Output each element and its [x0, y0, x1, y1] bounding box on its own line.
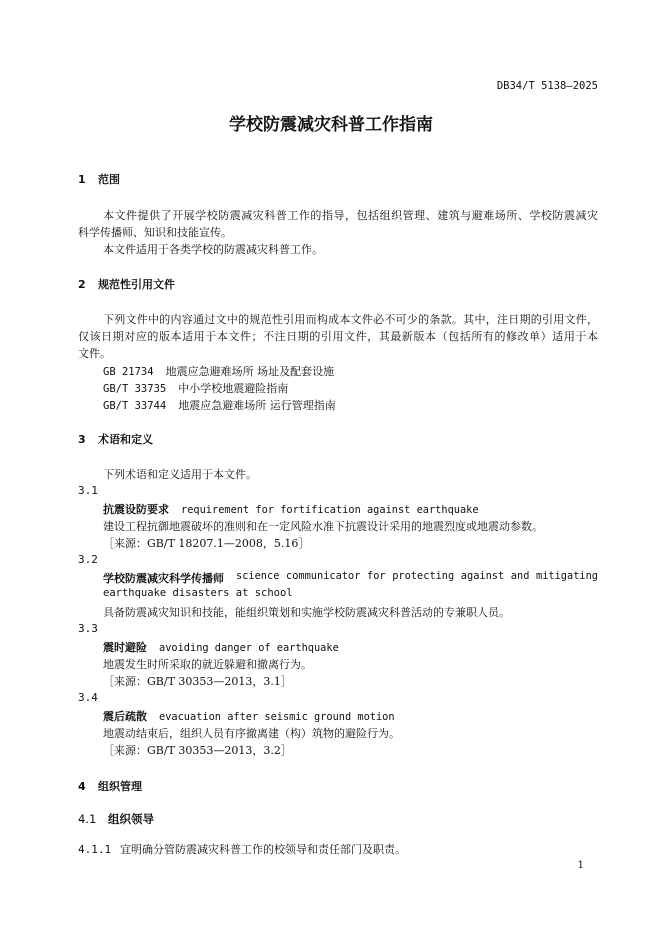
section-1-heading: [78, 171, 120, 187]
clause-number: 4.1.1: [78, 843, 112, 856]
reference-code: GB/T 33735: [103, 383, 167, 395]
term-en: avoiding danger of earthquake: [159, 642, 339, 654]
section-title: 组织管理: [98, 780, 142, 793]
section-number: 3: [78, 433, 86, 446]
section-1-paragraph-1-line-1: 本文件提供了开展学校防震减灾科普工作的指导，包括组织管理、建筑与避难场所、学校防震减灾: [103, 209, 598, 222]
reference-item: [103, 396, 336, 414]
reference-title: 地震应急避难场所 场址及配套设施: [165, 365, 335, 378]
reference-item: [103, 379, 288, 397]
term-number: 3.4: [78, 691, 98, 704]
reference-title: 中小学校地震避险指南: [178, 382, 289, 395]
term-definition: 地震发生时所采取的就近躲避和撤离行为。: [103, 658, 312, 671]
reference-item: [103, 362, 334, 380]
term-entry: [103, 639, 339, 655]
section-title: 规范性引用文件: [98, 278, 175, 291]
section-3-heading: [78, 431, 153, 447]
section-2-heading: [78, 276, 175, 292]
term-source: ［来源：GB/T 18207.1—2008，5.16］: [103, 537, 310, 550]
document-title: 学校防震减灾科普工作指南: [229, 115, 433, 135]
section-number: 1: [78, 173, 86, 186]
section-4-heading: [78, 778, 142, 794]
section-number: 2: [78, 278, 86, 291]
section-title: 范围: [98, 173, 120, 186]
term-zh: 震后疏散: [103, 710, 147, 723]
reference-code: GB 21734: [103, 366, 154, 378]
term-en: evacuation after seismic ground motion: [159, 711, 395, 723]
term-entry: [103, 570, 598, 586]
section-number: 4: [78, 780, 86, 793]
subsection-number: 4.1: [78, 812, 97, 826]
document-code: DB34/T 5138—2025: [496, 80, 598, 92]
term-number: 3.3: [78, 622, 98, 635]
section-title: 术语和定义: [98, 433, 153, 446]
term-zh: 震时避险: [103, 641, 147, 654]
term-number: 3.1: [78, 484, 98, 497]
section-1-paragraph-2: 本文件适用于各类学校的防震减灾科普工作。: [103, 243, 323, 256]
section-3-intro: 下列术语和定义适用于本文件。: [103, 468, 257, 481]
term-source: ［来源：GB/T 30353—2013，3.2］: [103, 744, 292, 757]
page-number: 1: [577, 860, 584, 871]
term-zh: 学校防震减灾科学传播师: [103, 572, 224, 585]
term-zh: 抗震设防要求: [103, 503, 169, 516]
subsection-4-1-heading: [78, 811, 154, 827]
term-entry: [103, 501, 479, 517]
clause-text: 宜明确分管防震减灾科普工作的校领导和责任部门及职责。: [120, 843, 406, 856]
term-entry: [103, 708, 395, 724]
term-definition: 具备防震减灾知识和技能，能组织策划和实施学校防震减灾科普活动的专兼职人员。: [103, 606, 510, 619]
reference-title: 地震应急避难场所 运行管理指南: [178, 399, 336, 412]
section-1-paragraph-1-line-2: 科学传播师、知识和技能宣传。: [78, 226, 232, 239]
section-2-paragraph-line-2: 仅该日期对应的版本适用于本文件；不注日期的引用文件，其最新版本（包括所有的修改单）适用于本: [78, 330, 598, 343]
term-definition: 建设工程抗御地震破坏的准则和在一定风险水准下抗震设计采用的地震烈度或地震动参数。: [103, 520, 543, 533]
term-en: science communicator for protecting against and mitigating: [236, 570, 598, 582]
term-en-continued: earthquake disasters at school: [103, 587, 293, 599]
section-2-paragraph-line-1: 下列文件中的内容通过文中的规范性引用而构成本文件必不可少的条款。其中，注日期的引用文件，: [103, 313, 598, 326]
subsection-title: 组织领导: [108, 812, 154, 826]
section-2-paragraph-line-3: 文件。: [78, 347, 111, 360]
term-source: ［来源：GB/T 30353—2013，3.1］: [103, 675, 292, 688]
term-definition: 地震动结束后，组织人员有序撤离建（构）筑物的避险行为。: [103, 727, 400, 740]
term-number: 3.2: [78, 553, 98, 566]
clause-4-1-1: [78, 840, 406, 858]
term-en: requirement for fortification against earthquake: [181, 504, 479, 516]
reference-code: GB/T 33744: [103, 400, 167, 412]
